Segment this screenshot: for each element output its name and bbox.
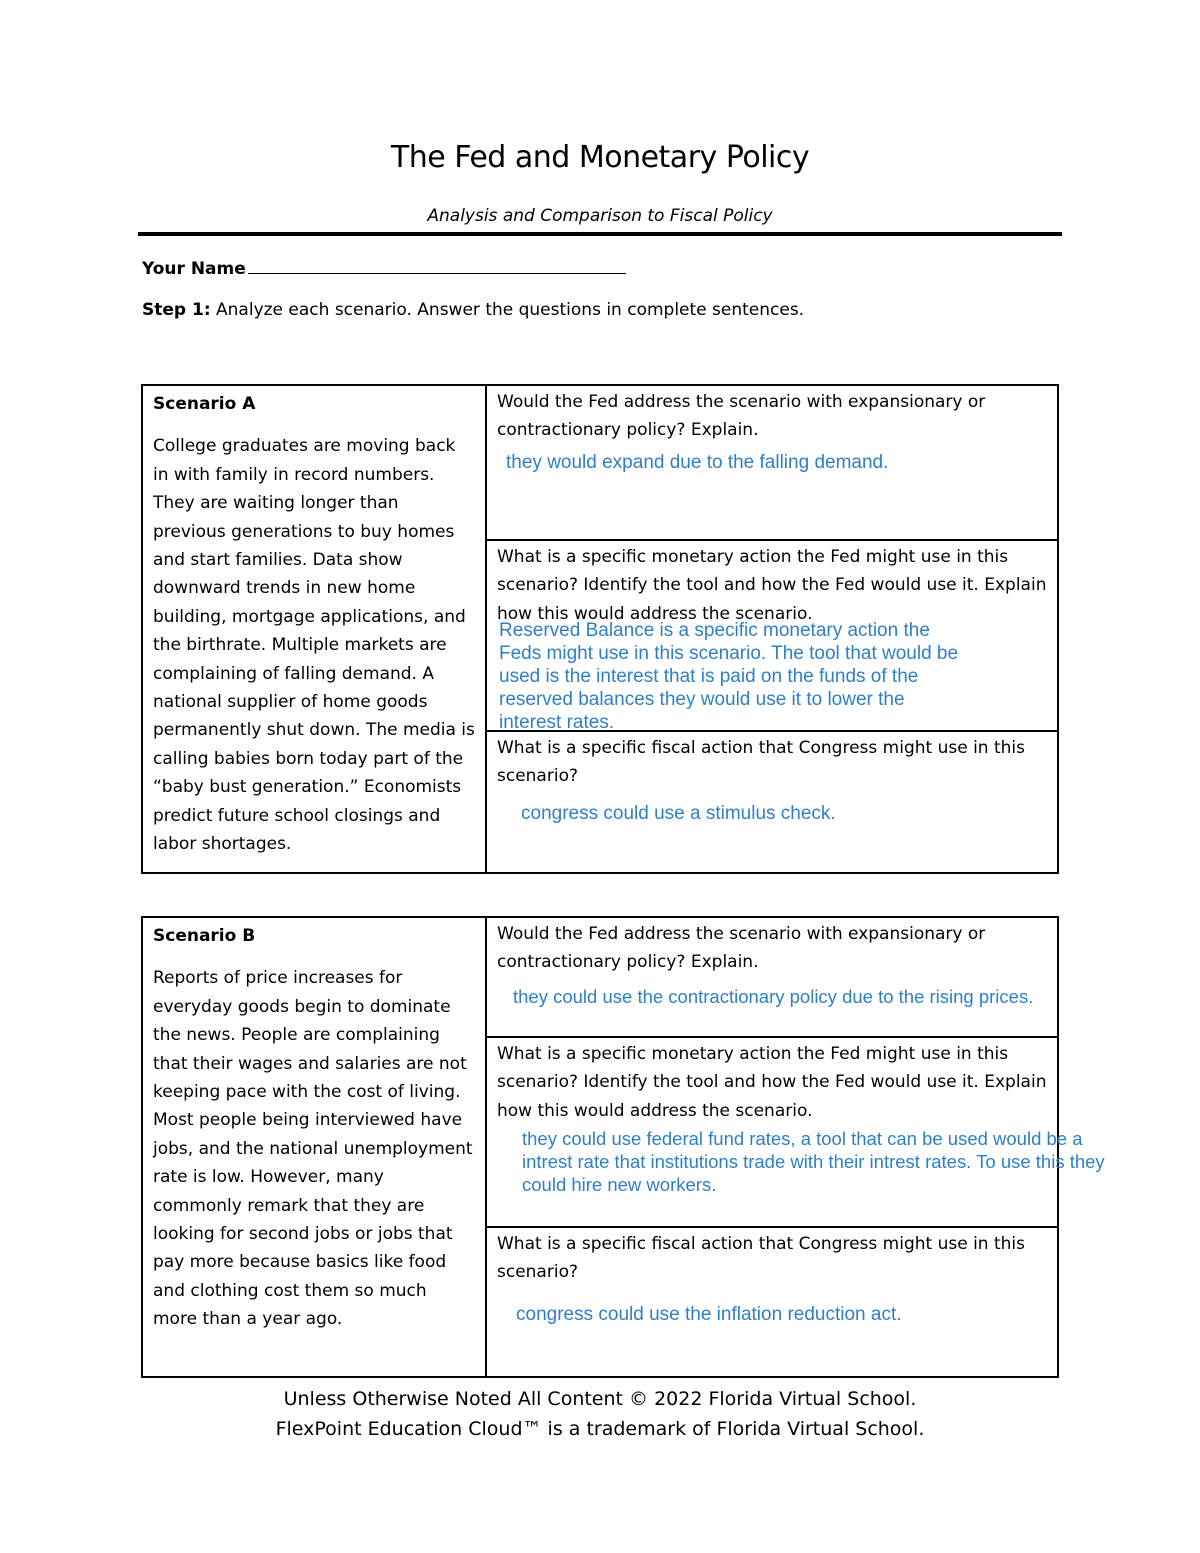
answer-line: Feds might use in this scenario. The tool that would be [499, 643, 959, 664]
answer-line: they could use federal fund rates, a tool that can be used would be a [522, 1128, 1083, 1149]
scenario-a-title: Scenario A [153, 394, 256, 414]
scenario-b-answer-1[interactable]: they could use the contractionary policy due to the rising prices. [513, 986, 1034, 1007]
scenario-b-description [143, 918, 487, 1376]
scenario-b-question-1: Would the Fed address the scenario with expansionary or contractionary policy? Explain. [497, 924, 986, 973]
answer-line: used is the interest that is paid on the funds of the [499, 666, 919, 687]
scenario-b-text: Reports of price increases for everyday goods begin to dominate the news. People are complaining that their wages and salaries are not keeping pace with the cost of living. Most people being interviewed have jobs, and the national unemployment rate is low. However, many commonly remark that they are looking for second jobs or jobs that pay more because basics like food and clothing cost them so much more than a year ago. [153, 968, 473, 1330]
answer-line: reserved balances they would use it to lower the [499, 689, 905, 710]
scenario-b-title: Scenario B [153, 926, 256, 946]
scenario-b-answer-2[interactable] [522, 1127, 1105, 1196]
scenario-a-answer-3[interactable]: congress could use a stimulus check. [521, 803, 836, 824]
answer-line: Reserved Balance is a specific monetary action the [499, 620, 930, 641]
step-instructions [142, 300, 804, 320]
page-title: The Fed and Monetary Policy [390, 140, 810, 175]
step-label: Step 1: [142, 300, 211, 320]
scenario-b-question-3: What is a specific fiscal action that Congress might use in this scenario? [497, 1234, 1025, 1283]
answer-line: interest rates. [499, 712, 615, 733]
scenario-a-table [141, 384, 1059, 874]
scenario-b-answer-3[interactable]: congress could use the inflation reduction act. [516, 1304, 902, 1325]
scenario-a-text: College graduates are moving back in with family in record numbers. They are waiting longer than previous generations to buy homes and start families. Data show downward trends in new home building, mortgage applications, and the birthrate. Multiple markets are complaining of falling demand. A national supplier of home goods permanently shut down. The media is calling babies born today part of the “baby bust generation.” Economists predict future school closings and labor shortages. [153, 436, 475, 855]
scenario-a-question-3-cell [487, 730, 1057, 872]
answer-line: intrest rate that institutions trade with their intrest rates. To use this they [522, 1151, 1105, 1172]
name-label: Your Name [142, 259, 246, 279]
name-blank-line[interactable] [248, 255, 626, 274]
page-subtitle: Analysis and Comparison to Fiscal Policy [427, 206, 773, 226]
scenario-a-question-3: What is a specific fiscal action that Congress might use in this scenario? [497, 738, 1025, 787]
answer-line: could hire new workers. [522, 1174, 717, 1195]
scenario-a-answer-2[interactable] [499, 619, 958, 734]
scenario-a-question-1: Would the Fed address the scenario with expansionary or contractionary policy? Explain. [497, 392, 986, 441]
footer-line-1: Unless Otherwise Noted All Content © 2022 Florida Virtual School. [283, 1388, 917, 1410]
scenario-b-question-2: What is a specific monetary action the Fed might use in this scenario? Identify the tool and how the Fed would use it. Explain how this would address the scenario. [497, 1044, 1047, 1121]
scenario-b-question-1-cell [487, 918, 1057, 1036]
scenario-a-answer-1[interactable]: they would expand due to the falling demand. [506, 452, 889, 473]
scenario-b-question-3-cell [487, 1226, 1057, 1376]
copyright-footer [0, 1384, 1200, 1444]
name-field [142, 255, 626, 279]
scenario-a-question-2: What is a specific monetary action the Fed might use in this scenario? Identify the tool and how the Fed would use it. Explain how this would address the scenario. [497, 547, 1047, 624]
title-divider [138, 232, 1062, 236]
scenario-a-description [143, 386, 487, 872]
footer-line-2: FlexPoint Education Cloud™ is a trademark of Florida Virtual School. [275, 1418, 925, 1440]
scenario-b-table [141, 916, 1105, 1378]
step-text: Analyze each scenario. Answer the questions in complete sentences. [210, 300, 805, 320]
